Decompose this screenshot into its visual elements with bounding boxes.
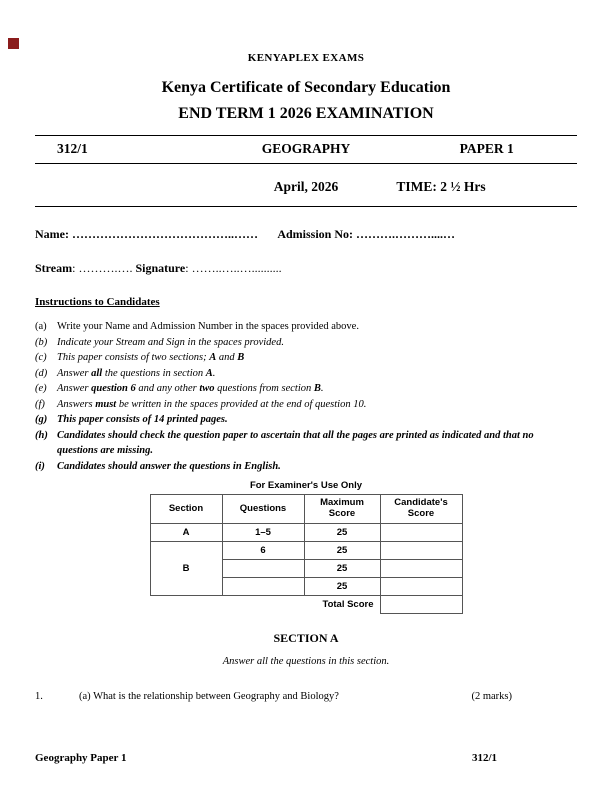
table-header-row (150, 495, 462, 524)
candidate-score-cell (380, 524, 462, 542)
table-row (150, 542, 462, 560)
instruction-label: (e) (35, 383, 47, 394)
instruction-label: (b) (35, 336, 48, 348)
instructions-list (35, 319, 577, 474)
section-a-cell: A (150, 524, 222, 542)
page-footer (35, 752, 577, 764)
question-text: (a) What is the relationship between Geography and Biology? (79, 691, 339, 702)
max-score-cell: 25 (304, 560, 380, 578)
exam-time: TIME: 2 ½ Hrs (396, 179, 486, 194)
questions-cell: 6 (222, 542, 304, 560)
section-b-cell: B (150, 542, 222, 596)
table-row (150, 524, 462, 542)
exam-title-line2: END TERM 1 2026 EXAMINATION (178, 105, 434, 122)
instruction-text: Candidates should answer the questions in English. (57, 460, 281, 472)
instruction-text: Answer question 6 and any other two questions from section B. (57, 383, 324, 394)
max-score-cell: 25 (304, 542, 380, 560)
instruction-text: Candidates should check the question paper to ascertain that all the pages are printed as indicated and that no questions are missing. (57, 429, 534, 456)
name-admission-row (35, 227, 577, 242)
paper-code: 312/1 (57, 141, 88, 156)
questions-cell (222, 578, 304, 596)
date-time-row (35, 164, 577, 206)
instruction-label: (c) (35, 352, 47, 363)
stream-colon: : (72, 261, 79, 275)
instruction-label: (a) (35, 321, 47, 332)
instruction-item (35, 397, 577, 413)
table-header-candidate-score: Candidate's Score (380, 495, 462, 524)
signature-label: Signature (135, 261, 186, 275)
footer-paper-code: 312/1 (471, 752, 497, 764)
table-header-max-score: Maximum Score (304, 495, 380, 524)
candidate-score-cell (380, 560, 462, 578)
instruction-text: This paper consists of two sections; A and B (57, 352, 245, 363)
instruction-label: (d) (35, 367, 48, 379)
instruction-item (35, 412, 577, 428)
instruction-label: (i) (35, 460, 45, 472)
instruction-item (35, 319, 577, 335)
paper-meta-row (35, 136, 577, 163)
examiner-table-title: For Examiner's Use Only (249, 480, 363, 491)
signature-colon: : (185, 261, 192, 275)
table-header-section: Section (150, 495, 222, 524)
section-a-subtitle: Answer all the questions in this section. (222, 656, 390, 667)
questions-cell: 1–5 (222, 524, 304, 542)
instruction-text: Indicate your Stream and Sign in the spaces provided. (57, 336, 284, 348)
total-score-label: Total Score (322, 599, 374, 611)
candidate-score-cell (380, 578, 462, 596)
max-score-cell: 25 (304, 578, 380, 596)
signature-fill-line: ……..…..….......... (191, 261, 282, 275)
paper-subject: GEOGRAPHY (261, 141, 351, 156)
instruction-label: (g) (35, 414, 48, 425)
stream-signature-row (35, 261, 577, 276)
instruction-item (35, 428, 577, 459)
paper-number: PAPER 1 (459, 141, 514, 156)
questions-cell (222, 560, 304, 578)
question-marks: (2 marks) (471, 691, 512, 702)
instruction-text: Write your Name and Admission Number in the spaces provided above. (57, 321, 359, 332)
exam-title-line1: Kenya Certificate of Secondary Education (161, 79, 451, 96)
examiner-score-table (150, 494, 463, 614)
section-a-heading: SECTION A (273, 631, 339, 645)
candidate-score-cell (380, 542, 462, 560)
table-header-questions: Questions (222, 495, 304, 524)
instruction-label: (h) (35, 429, 48, 441)
instructions-heading: Instructions to Candidates (35, 296, 160, 308)
total-score-cell (380, 596, 462, 614)
instruction-item (35, 366, 577, 382)
stream-label: Stream (35, 261, 73, 275)
instruction-text: Answer all the questions in section A. (57, 367, 216, 379)
admission-fill-line: ……….………....… (356, 227, 456, 241)
name-label: Name: (35, 227, 69, 241)
name-fill-line: …………………………………..…… (71, 227, 258, 241)
table-total-row (150, 596, 462, 614)
stream-fill-line: ……….…. (78, 261, 136, 275)
instruction-item (35, 335, 577, 351)
divider-line-3 (35, 206, 577, 207)
exam-date: April, 2026 (273, 179, 339, 194)
admission-label: Admission No: (277, 227, 354, 241)
footer-paper-name: Geography Paper 1 (35, 752, 127, 764)
instruction-text: This paper consists of 14 printed pages. (57, 414, 228, 425)
exam-board-name: KENYAPLEX EXAMS (247, 52, 365, 64)
corner-marker (8, 38, 19, 49)
instruction-item (35, 350, 577, 366)
instruction-item (35, 381, 577, 397)
instruction-text: Answers must be written in the spaces provided at the end of question 10. (57, 398, 367, 410)
instruction-label: (f) (35, 398, 45, 410)
question-row (35, 691, 577, 702)
instruction-item (35, 459, 577, 475)
max-score-cell: 25 (304, 524, 380, 542)
question-number: 1. (35, 691, 43, 702)
